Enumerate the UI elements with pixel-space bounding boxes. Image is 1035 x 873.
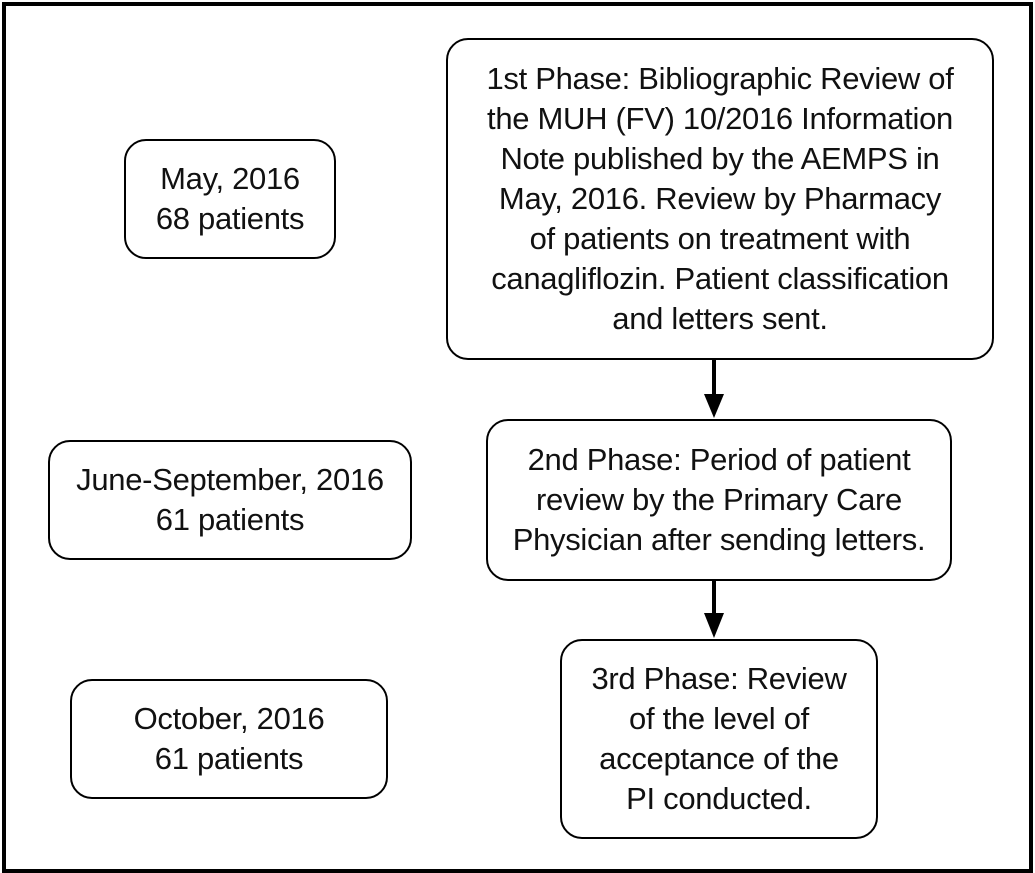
diagram-frame	[2, 2, 1033, 873]
phase-box-3	[560, 639, 878, 839]
phase-3-line: 3rd Phase: Review	[591, 661, 847, 696]
phase-1-line: canagliflozin. Patient classification	[491, 261, 949, 296]
timeline-patients: 61 patients	[155, 502, 305, 537]
phase-1-line: the MUH (FV) 10/2016 Information	[487, 101, 953, 136]
phase-3-line: of the level of	[629, 701, 809, 736]
phase-box-2	[486, 419, 952, 581]
phase-1-line: Note published by the AEMPS in	[500, 141, 940, 176]
phase-2-line: Physician after sending letters.	[512, 522, 926, 557]
arrow-phase-2-to-3	[702, 581, 726, 641]
timeline-patients: 68 patients	[155, 201, 305, 236]
timeline-box-june-september-2016	[48, 440, 412, 560]
phase-box-1	[446, 38, 994, 360]
phase-1-line: May, 2016. Review by Pharmacy	[498, 181, 942, 216]
phase-3-line: acceptance of the	[599, 741, 839, 776]
phase-1-line: and letters sent.	[612, 301, 828, 336]
timeline-box-may-2016	[124, 139, 336, 259]
timeline-patients: 61 patients	[154, 741, 304, 776]
phase-2-line: 2nd Phase: Period of patient	[527, 442, 911, 477]
phase-2-line: review by the Primary Care	[535, 482, 903, 517]
timeline-box-october-2016	[70, 679, 388, 799]
timeline-date: June-September, 2016	[76, 462, 384, 497]
phase-1-line: 1st Phase: Bibliographic Review of	[486, 61, 954, 96]
arrow-phase-1-to-2	[702, 360, 726, 420]
timeline-date: October, 2016	[133, 701, 325, 736]
timeline-date: May, 2016	[160, 161, 300, 196]
phase-3-line: PI conducted.	[626, 781, 812, 816]
phase-1-line: of patients on treatment with	[529, 221, 911, 256]
